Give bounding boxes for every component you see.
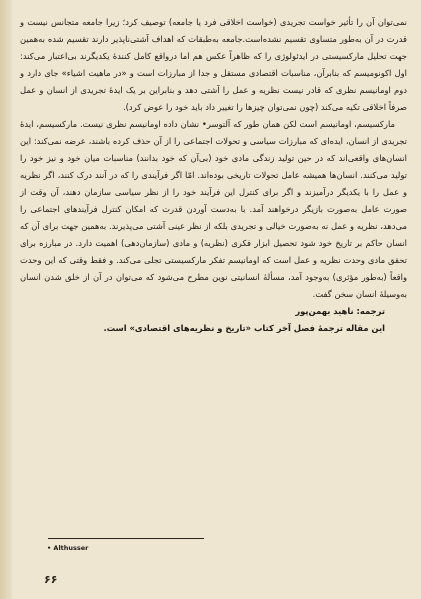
body-text	[20, 14, 407, 337]
footnote: • Althusser	[47, 544, 89, 552]
paragraph-2: مارکسیسم، اومانیسم است لکن همان طور که آلتوسر• نشان داده اومانیسم نظری نیست. مارکسیسم، ایدهٔ تجریدی از انسان، ایده‌ای که مبارزات سیاسی و تحولات اجتماعی را از آن حذف کرده باشند، عرضه نمی‌کند: این انسان‌های واقعی‌اند که در حین تولید زندگی مادی خود (بی‌آن که خود بدانند) مناسبات میان خود و نیز خود را تولید می‌کنند. انسان‌ها همیشه عامل تحولات تاریخی بوده‌اند. امّا اگر فرآیندی را که در آنند درک کنند، اگر نظریه و عمل را با یکدیگر درآمیزند و اگر برای کنترل این فرآیند خود را از نظر سیاسی سازمان دهند، آن وقت از صورت عامل به‌صورت بازیگر درخواهند آمد. با به‌دست آوردن قدرت که امکان کنترل فرآیندهای اجتماعی را می‌دهد، نظریه و عمل نه به‌صورت خیالی و تجریدی بلکه از نظر عینی آشتی می‌پذیرند. به‌همین جهت برای آن که انسان حاکم بر تاریخ خود شود تحصیل ابزار فکری (نظریه) و مادی (سازمان‌دهی) اهمیت دارد. در مبارزه برای تحقق مادی وحدت نظریه و عمل است که اومانیسم تفکر مارکسیستی تجلی می‌کند. و فقط وقتی که این وحدت واقعاً (به‌طور مؤثری) به‌وجود آمد، مسألهٔ انسانیتی نوین مطرح می‌شود که می‌توان در آن از خلق شدن انسان به‌وسیلهٔ انسان سخن گفت.	[20, 119, 407, 299]
source-note: این مقاله ترجمهٔ فصل آخر کتاب «تاریخ و نظریه‌های اقتصادی» است.	[103, 323, 385, 333]
translator-credit: ترجمه: ناهید بهمن‌پور	[295, 306, 385, 316]
paragraph-1: نمی‌توان آن را تأثیر خواست تجریدی (خواست اخلاقی فرد یا جامعه) توصیف کرد؛ زیرا جامعه متجانس نیست و قدرت در آن به‌طور متساوی تقسیم نشده‌است.جامعه به‌طبقات که اهداف آشتی‌ناپذیر دارند تقسیم شده به‌همین جهت تحلیل مارکسیستی در ایدئولوژی را که ظاهراً عکس هم اما درواقع کامل کنندهٔ یکدیگرند بی‌اعتبار می‌کند: اول اکونومیسم که بنابرآن، مناسبات اقتصادی مستقل و جدا از مبارزات است و «در ماهیت اشیاء» جای دارد و دوم اومانیسم نظری که قادر نیست نظریه و عمل را آشتی دهد و بنابراین بر یک ایدهٔ تجریدی از انسان و عمل صرفاً اخلاقی تکیه می‌کند (چون نمی‌توان چیزها را تغییر داد باید خود را عوض کرد).	[20, 17, 407, 112]
page-number: ۶۶	[44, 573, 58, 586]
page-edge	[0, 0, 12, 599]
footnote-divider	[48, 538, 204, 539]
